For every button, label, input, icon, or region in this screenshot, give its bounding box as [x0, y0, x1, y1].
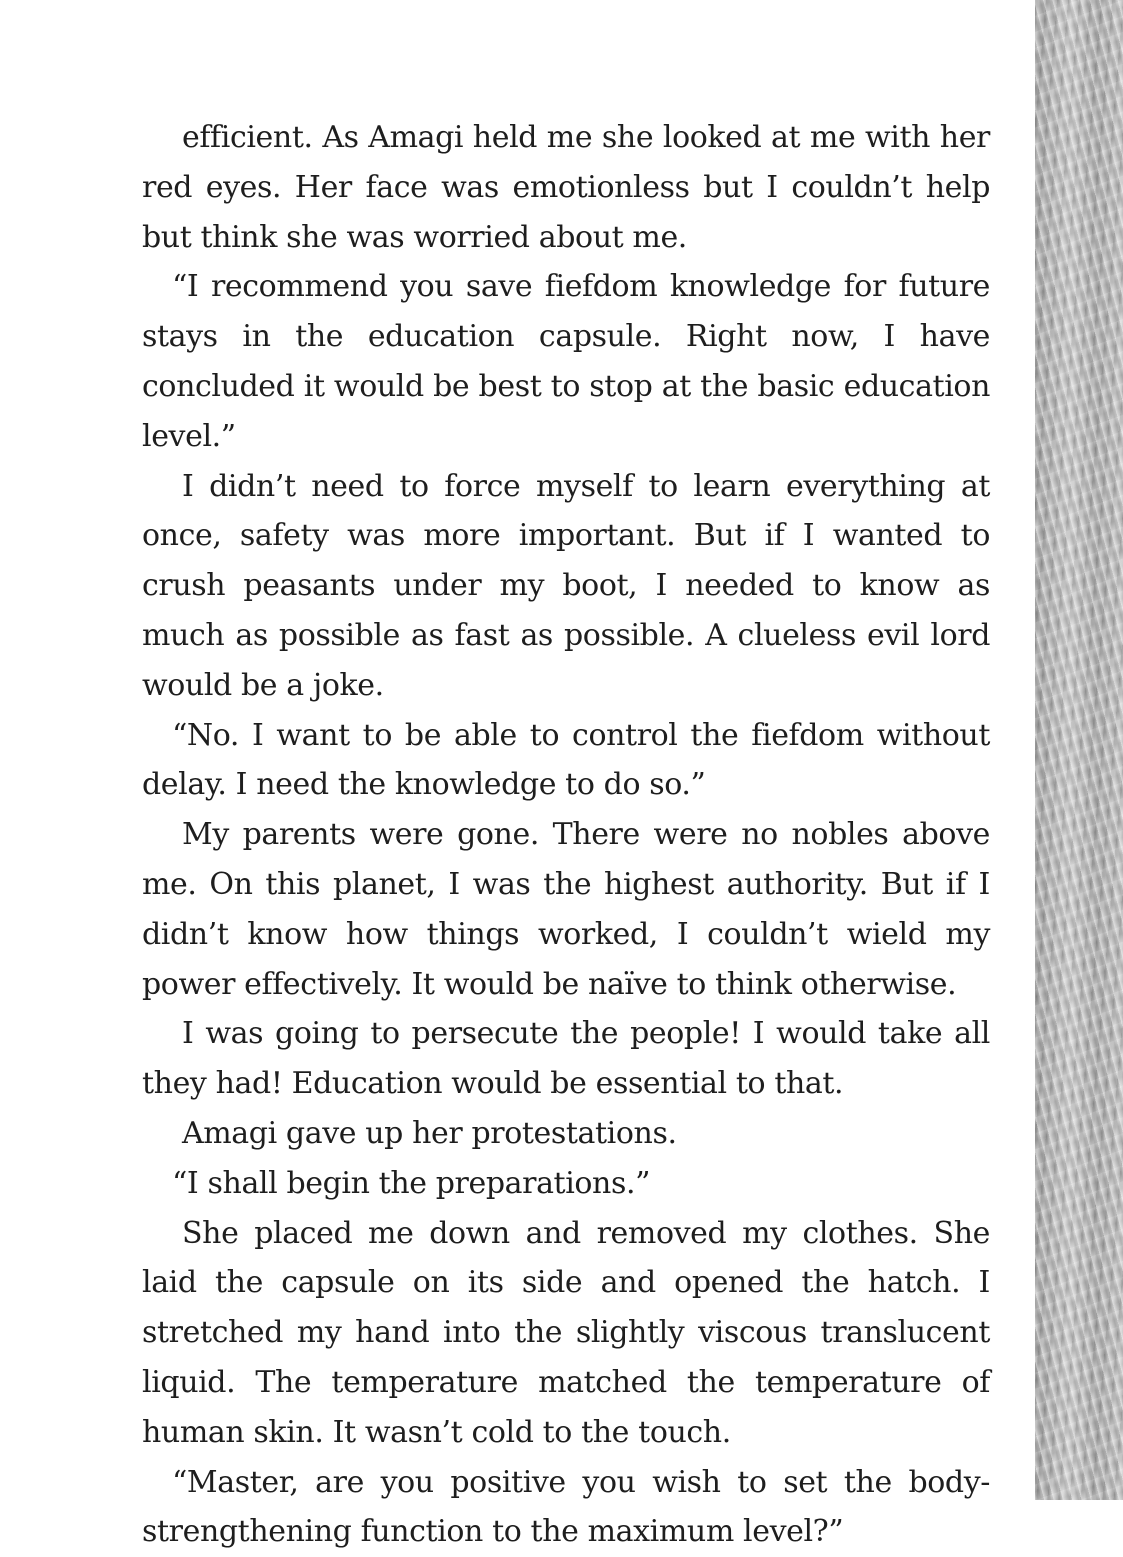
paragraph: efficient. As Amagi held me she looked at me with her red eyes. Her face was emotionless but I couldn’t help but think she was worried about me.	[142, 120, 990, 255]
paragraph: “I recommend you save fiefdom knowledge for future stays in the education capsule. Right now, I have concluded it would be best to stop at the basic education level.”	[142, 269, 990, 454]
paragraph: My parents were gone. There were no nobles above me. On this planet, I was the highest authority. But if I didn’t know how things worked, I couldn’t wield my power effectively. It would be naïve to think otherwise.	[142, 817, 990, 1002]
paragraph: I was going to persecute the people! I would take all they had! Education would be essential to that.	[142, 1016, 990, 1102]
paragraph: “No. I want to be able to control the fiefdom without delay. I need the knowledge to do so.”	[142, 717, 990, 803]
paragraph: She placed me down and removed my clothes. She laid the capsule on its side and opened the hatch. I stretched my hand into the slightly viscous translucent liquid. The temperature matched the temperature of human skin. It wasn’t cold to the touch.	[142, 1215, 990, 1450]
paragraph: “I shall begin the preparations.”	[172, 1165, 651, 1201]
paragraph: Amagi gave up her protestations.	[182, 1115, 677, 1151]
page-body-text	[142, 113, 990, 1557]
decorative-edge-texture	[1035, 0, 1123, 1500]
paragraph: “Master, are you positive you wish to set the body-strengthening function to the maximum level?”	[142, 1464, 990, 1550]
paragraph: I didn’t need to force myself to learn everything at once, safety was more important. But if I wanted to crush peasants under my boot, I needed to know as much as possible as fast as possible. A clueless evil lord would be a joke.	[142, 468, 990, 703]
